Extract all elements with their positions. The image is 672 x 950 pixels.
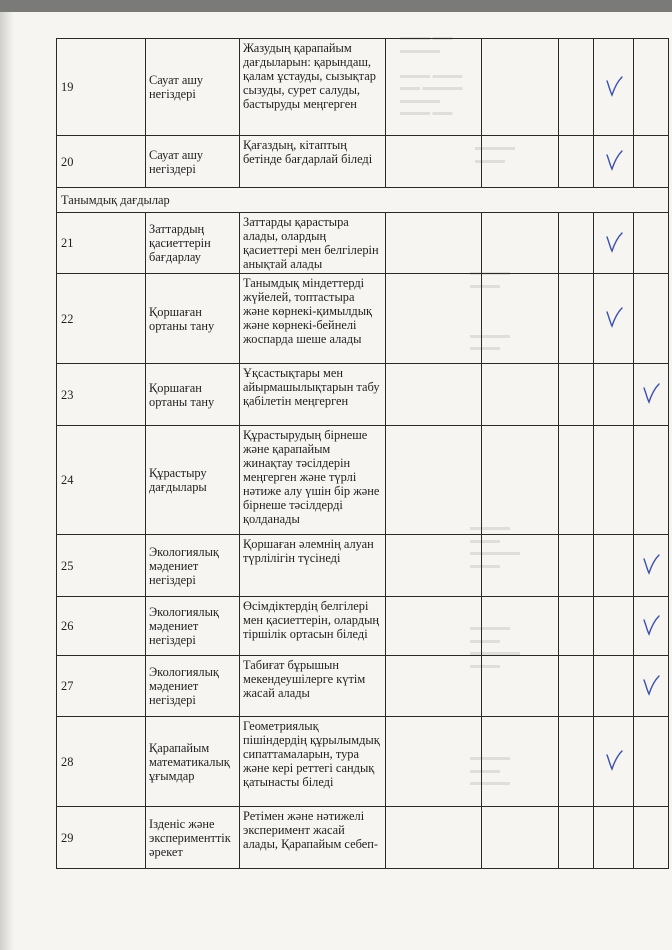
section-title: Танымдық дағдылар bbox=[57, 188, 669, 213]
area-cell: Сауат ашу негіздері bbox=[146, 39, 240, 136]
area-cell: Экологиялық мәдениет негіздері bbox=[146, 535, 240, 597]
empty-cell bbox=[634, 136, 669, 188]
checkmark-icon bbox=[641, 674, 661, 696]
mark-cell bbox=[634, 364, 669, 426]
table-row bbox=[57, 807, 669, 869]
empty-cell bbox=[634, 39, 669, 136]
area-cell: Қарапайым математикалық ұғымдар bbox=[146, 717, 240, 807]
criteria-cell: Өсімдіктердің белгілері мен қасиеттерін, олардың тіршілік ортасын біледі bbox=[240, 597, 386, 656]
criteria-cell: Қағаздың, кітаптың бетінде бағдарлай біледі bbox=[240, 136, 386, 188]
checkmark-icon bbox=[604, 749, 624, 771]
criteria-cell: Табиғат бұрышын мекендеушілерге күтім жасай алады bbox=[240, 656, 386, 717]
table-row bbox=[57, 597, 669, 656]
table-row bbox=[57, 274, 669, 364]
area-cell: Сауат ашу негіздері bbox=[146, 136, 240, 188]
empty-cell bbox=[559, 213, 594, 274]
empty-cell bbox=[482, 717, 559, 807]
empty-cell bbox=[594, 597, 634, 656]
empty-cell bbox=[482, 597, 559, 656]
table-row bbox=[57, 136, 669, 188]
bleed-through-texture: ▬▬▬▬ ▬▬▬ ▬▬▬▬▬ ▬▬▬ bbox=[470, 622, 520, 671]
table-row bbox=[57, 717, 669, 807]
empty-cell bbox=[386, 717, 482, 807]
table-row bbox=[57, 656, 669, 717]
empty-cell bbox=[386, 535, 482, 597]
empty-cell bbox=[594, 807, 634, 869]
table-row bbox=[57, 426, 669, 535]
criteria-cell: Геометриялық пішіндердің құрылымдық сипаттамаларын, тура және кері реттегі сандық қатынасты біледі bbox=[240, 717, 386, 807]
bleed-through-texture: ▬▬▬▬ ▬▬▬ ▬▬▬▬ ▬▬▬ bbox=[470, 267, 510, 353]
area-cell: Экологиялық мәдениет негіздері bbox=[146, 656, 240, 717]
criteria-cell: Қоршаған әлемнің алуан түрлілігін түсінеді bbox=[240, 535, 386, 597]
checkmark-icon bbox=[641, 553, 661, 575]
empty-cell bbox=[634, 213, 669, 274]
checkmark-icon bbox=[604, 231, 624, 253]
row-number: 27 bbox=[57, 656, 146, 717]
empty-cell bbox=[559, 426, 594, 535]
empty-cell bbox=[482, 807, 559, 869]
assessment-table bbox=[56, 38, 669, 869]
criteria-cell: Заттарды қарастыра алады, олардың қасиеттері мен белгілерін анықтай алады bbox=[240, 213, 386, 274]
row-number: 24 bbox=[57, 426, 146, 535]
empty-cell bbox=[559, 717, 594, 807]
row-number: 21 bbox=[57, 213, 146, 274]
table-row bbox=[57, 39, 669, 136]
mark-cell bbox=[594, 136, 634, 188]
area-cell: Ізденіс және эксперименттік әрекет bbox=[146, 807, 240, 869]
empty-cell bbox=[559, 656, 594, 717]
empty-cell bbox=[594, 535, 634, 597]
area-cell: Заттардың қасиеттерін бағдарлау bbox=[146, 213, 240, 274]
row-number: 22 bbox=[57, 274, 146, 364]
empty-cell bbox=[594, 426, 634, 535]
checkmark-icon bbox=[604, 75, 624, 97]
bleed-through-texture: ▬▬▬ ▬▬ ▬▬▬▬ ▬▬▬ ▬▬▬ ▬▬ ▬▬▬▬ ▬▬▬▬ ▬▬▬ ▬▬ bbox=[400, 32, 463, 118]
criteria-cell: Жазудың қарапайым дағдыларын: қарындаш, қалам ұстауды, сызықтар сызуды, сурет салуды, бастыруды меңгерген bbox=[240, 39, 386, 136]
empty-cell bbox=[482, 39, 559, 136]
empty-cell bbox=[559, 597, 594, 656]
empty-cell bbox=[559, 807, 594, 869]
empty-cell bbox=[559, 274, 594, 364]
criteria-cell: Ұқсастықтары мен айырмашылықтарын табу қабілетін меңгерген bbox=[240, 364, 386, 426]
row-number: 20 bbox=[57, 136, 146, 188]
empty-cell bbox=[482, 274, 559, 364]
empty-cell bbox=[482, 535, 559, 597]
mark-cell bbox=[594, 39, 634, 136]
area-cell: Қоршаған ортаны тану bbox=[146, 274, 240, 364]
empty-cell bbox=[594, 656, 634, 717]
checkmark-icon bbox=[604, 306, 624, 328]
bleed-through-texture: ▬▬▬▬ ▬▬▬ ▬▬▬▬▬ ▬▬▬ bbox=[470, 522, 520, 571]
mark-cell bbox=[594, 274, 634, 364]
empty-cell bbox=[594, 364, 634, 426]
bleed-through-texture: ▬▬▬▬ ▬▬▬ bbox=[475, 142, 515, 166]
empty-cell bbox=[634, 717, 669, 807]
mark-cell bbox=[634, 597, 669, 656]
empty-cell bbox=[482, 136, 559, 188]
empty-cell bbox=[482, 656, 559, 717]
empty-cell bbox=[386, 274, 482, 364]
criteria-cell: Танымдық міндеттерді жүйелей, топтастыра және көрнекі-қимылдық және көрнекі-бейнелі жоспарда шеше алады bbox=[240, 274, 386, 364]
empty-cell bbox=[386, 807, 482, 869]
empty-cell bbox=[386, 364, 482, 426]
empty-cell bbox=[634, 426, 669, 535]
empty-cell bbox=[482, 426, 559, 535]
empty-cell bbox=[559, 535, 594, 597]
checkmark-icon bbox=[641, 382, 661, 404]
criteria-cell: Құрастырудың бірнеше және қарапайым жинақтау тәсілдерін меңгерген және түрлі нәтиже алу үшін бір және бірнеше тәсілдерді қолданады bbox=[240, 426, 386, 535]
empty-cell bbox=[634, 274, 669, 364]
checkmark-icon bbox=[604, 149, 624, 171]
empty-cell bbox=[386, 136, 482, 188]
mark-cell bbox=[634, 656, 669, 717]
row-number: 25 bbox=[57, 535, 146, 597]
table-row bbox=[57, 213, 669, 274]
row-number: 29 bbox=[57, 807, 146, 869]
area-cell: Қоршаған ортаны тану bbox=[146, 364, 240, 426]
row-number: 23 bbox=[57, 364, 146, 426]
mark-cell bbox=[634, 535, 669, 597]
area-cell: Құрастыру дағдылары bbox=[146, 426, 240, 535]
table-row bbox=[57, 535, 669, 597]
mark-cell bbox=[594, 717, 634, 807]
empty-cell bbox=[386, 213, 482, 274]
row-number: 28 bbox=[57, 717, 146, 807]
empty-cell bbox=[386, 656, 482, 717]
empty-cell bbox=[386, 39, 482, 136]
row-number: 19 bbox=[57, 39, 146, 136]
criteria-cell: Ретімен және нәтижелі эксперимент жасай алады, Қарапайым себеп- bbox=[240, 807, 386, 869]
empty-cell bbox=[559, 136, 594, 188]
table-row bbox=[57, 364, 669, 426]
checkmark-icon bbox=[641, 614, 661, 636]
empty-cell bbox=[386, 597, 482, 656]
mark-cell bbox=[594, 213, 634, 274]
row-number: 26 bbox=[57, 597, 146, 656]
empty-cell bbox=[482, 213, 559, 274]
section-row bbox=[57, 188, 669, 213]
empty-cell bbox=[559, 364, 594, 426]
bleed-through-texture: ▬▬▬▬ ▬▬▬ ▬▬▬▬ bbox=[470, 752, 510, 788]
empty-cell bbox=[559, 39, 594, 136]
empty-cell bbox=[482, 364, 559, 426]
empty-cell bbox=[386, 426, 482, 535]
area-cell: Экологиялық мәдениет негіздері bbox=[146, 597, 240, 656]
empty-cell bbox=[634, 807, 669, 869]
